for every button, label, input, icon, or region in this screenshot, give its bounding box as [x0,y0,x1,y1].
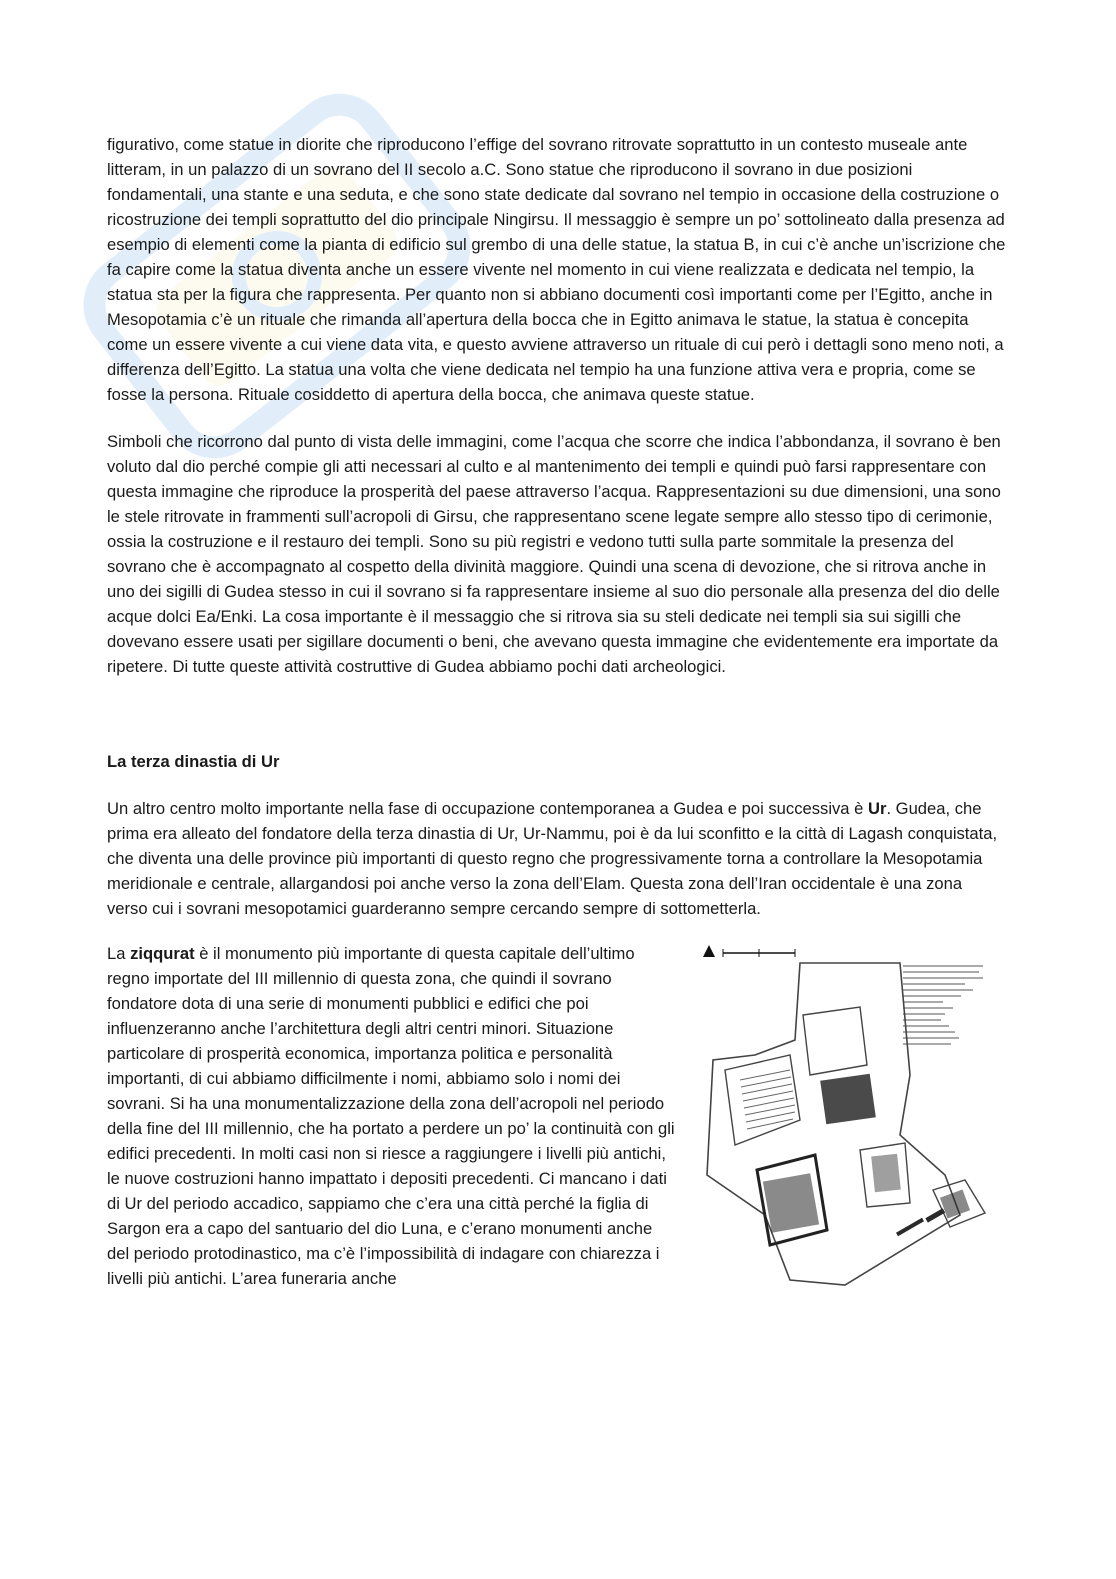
paragraph-ur-bold: Ur [868,799,887,818]
scale-bar [723,949,795,957]
plan-legend [903,965,983,1045]
paragraph-ziqqurat [107,941,677,1291]
paragraph-ziqqurat-text-1: La [107,944,131,963]
ur-site-plan-figure [695,945,1005,1295]
document-body [107,132,1007,1321]
section-heading: La terza dinastia di Ur [107,752,280,771]
paragraph-ziqqurat-text-2: è il monumento più importante di questa capitale dell’ultimo regno importate del III millennio di questa zona, che quindi il sovrano fondatore dota di una serie di monumenti pubblici e edifici che poi influenzeranno anche l’architettura degli altri centri minori. Situazione particolare di prosperità economica, importanza politica e personalità importanti, di cui abbiamo difficilmente i nomi, abbiamo solo i nomi dei sovrani. Si ha una monumentalizzazione della zona dell’acropoli nel periodo della fine del III millennio, che ha portato a perdere un po’ la continuità con gli edifici precedenti. In molti casi non si riesce a raggiungere i livelli più antichi, le nuove costruzioni hanno impattato i depositi precedenti. Ci mancano i dati di Ur del periodo accadico, sappiamo che c’era una città perché la figlia di Sargon era a capo del santuario del dio Luna, e c’erano monumenti anche del periodo protodinastico, ma c’è l’impossibilità di indagare con chiarezza i livelli più antichi. L’area funeraria anche [107,944,675,1288]
paragraph-ziqqurat-bold: ziqqurat [130,944,195,963]
site-plan [707,963,985,1285]
ziggurat-hatching [740,1070,795,1129]
paragraph-ur-text-2: . Gudea, che prima era alleato del fondatore della terza dinastia di Ur, Ur-Nammu, poi è da lui sconfitto e la città di Lagash conquistata, che diventa una delle province più importanti di questo regno che progressivamente torna a controllare la Mesopotamia meridionale e centrale, allargandosi poi anche verso la zona dell’Elam. Questa zona dell’Iran occidentale è una zona verso cui i sovrani mesopotamici guarderanno sempre cercando sempre di sottometterla. [107,799,998,918]
ziqqurat-section [107,941,1007,1321]
north-arrow-icon [703,945,715,957]
paragraph-ur-text-1: Un altro centro molto importante nella fase di occupazione contemporanea a Gudea e poi successiva è [107,799,868,818]
paragraph-ur [107,796,1007,921]
paragraph-symbols: Simboli che ricorrono dal punto di vista delle immagini, come l’acqua che scorre che indica l’abbondanza, il sovrano è ben voluto dal dio perché compie gli atti necessari al culto e al mantenimento dei templi e quindi può farsi rappresentare con questa immagine che riproduce la prosperità del paese attraverso l’acqua. Rappresentazioni su due dimensioni, una sono le stele ritrovate in frammenti sull’acropoli di Girsu, che rappresentano scene legate sempre allo stesso tipo di cerimonie, ossia la costruzione e il restauro dei templi. Sono su più registri e vedono tutti sulla parte sommitale la presenza del sovrano che è accompagnato al cospetto della divinità maggiore. Quindi una scena di devozione, che si ritrova anche in uno dei sigilli di Gudea stesso in cui il sovrano si fa rappresentare insieme al suo dio personale alla presenza del dio delle acque dolci Ea/Enki. La cosa importante è il messaggio che si ritrova sia su steli dedicate nei templi sia sui sigilli che dovevano essere usati per sigillare documenti o beni, che avevano questa immagine che evidentemente era importate da ripetere. Di tutte queste attività costruttive di Gudea abbiamo pochi dati archeologici. [107,432,1001,676]
paragraph-statues: figurativo, come statue in diorite che riproducono l’effige del sovrano ritrovate soprattutto in un contesto museale ante litteram, in un palazzo di un sovrano del II secolo a.C. Sono statue che riproducono il sovrano in due posizioni fondamentali, una stante e una seduta, e che sono state dedicate dal sovrano nel tempio in occasione della costruzione o ricostruzione dei templi soprattutto del dio principale Ningirsu. Il messaggio è sempre un po’ sottolineato dalla presenza ad esempio di elementi come la pianta di edificio sul grembo di una delle statue, la statua B, in cui c’è anche un’iscrizione che fa capire come la statua diventa anche un essere vivente nel momento in cui viene realizzata e dedicata nel tempio, la statua sta per la figura che rappresenta. Per quanto non si abbiano documenti così importanti come per l’Egitto, anche in Mesopotamia c’è un rituale che rimanda all’apertura della bocca che in Egitto animava le statue, la statua è concepita come un essere vivente a cui viene data vita, e questo avviene attraverso un rituale di cui però i dettagli sono meno noti, a differenza dell’Egitto. La statua una volta che viene dedicata nel tempio ha una funzione attiva vera e propria, come se fosse la persona. Rituale cosiddetto di apertura della bocca, che animava queste statue. [107,135,1006,404]
